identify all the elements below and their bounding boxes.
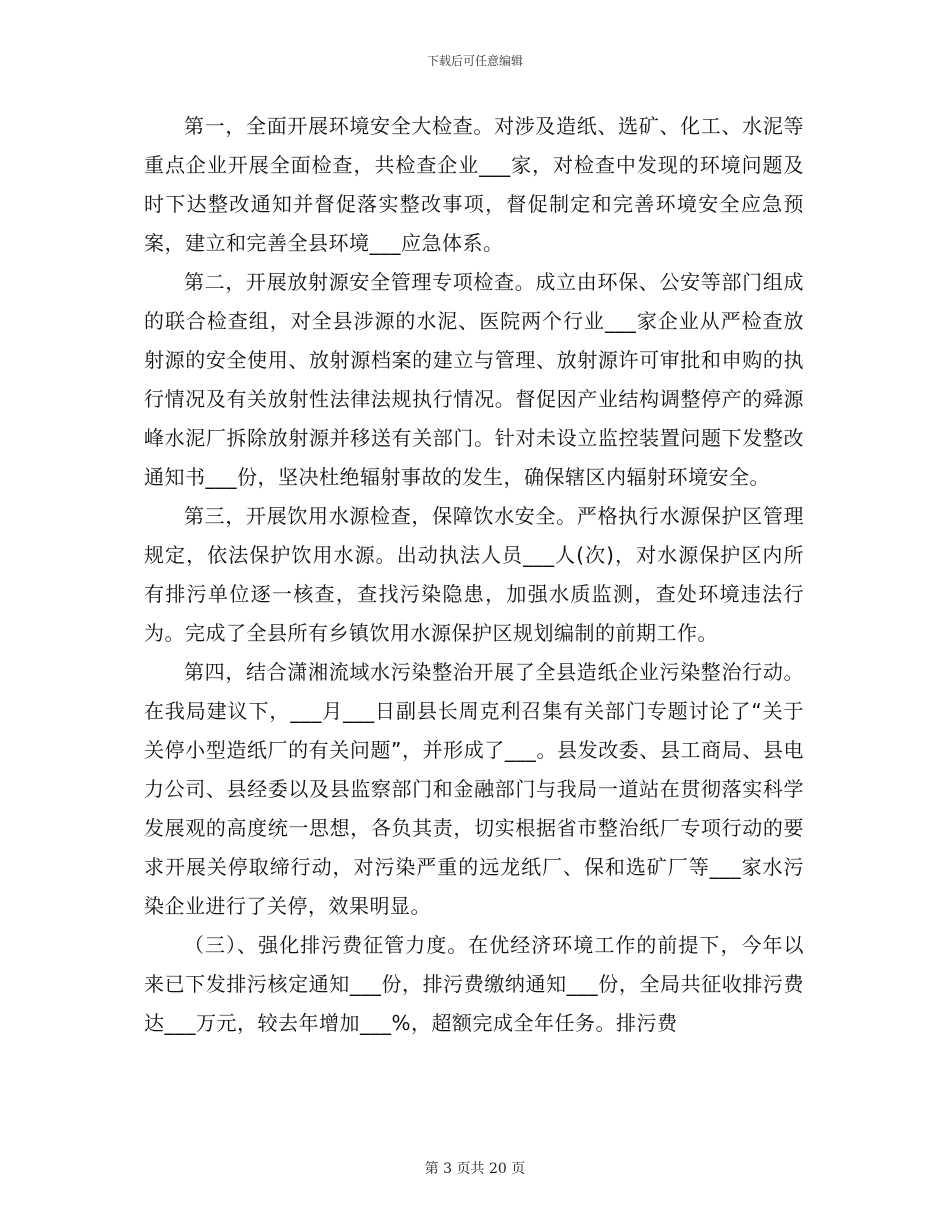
- paragraph-4: 第四，结合潇湘流域水污染整治开展了全县造纸企业污染整治行动。在我局建议下，___月___日副县长周克利召集有关部门专题讨论了“关于关停小型造纸厂的有关问题”，并形成了___。县发改委、县工商局、县电力公司、县经委以及县监察部门和金融部门与我局一道站在贯彻落实科学发展观的高度统一思想，各负其责，切实根据省市整治纸厂专项行动的要求开展关停取缔行动，对污染严重的远龙纸厂、保和选矿厂等___家水污染企业进行了关停，效果明显。: [144, 660, 804, 918]
- page-footer: 第 3 页共 20 页: [424, 1161, 526, 1177]
- paragraph-5: （三）、强化排污费征管力度。在优经济环境工作的前提下，今年以来已下发排污核定通知___份，排污费缴纳通知___份，全局共征收排污费达___万元，较去年增加___%，超额完成全年任务。排污费: [144, 933, 804, 1035]
- paragraph-1: 第一，全面开展环境安全大检查。对涉及造纸、选矿、化工、水泥等重点企业开展全面检查，共检查企业___家，对检查中发现的环境问题及时下达整改通知并督促落实整改事项，督促制定和完善环境安全应急预案，建立和完善全县环境___应急体系。: [144, 114, 804, 255]
- document-body: [144, 107, 804, 1043]
- paragraph-3: 第三，开展饮用水源检查，保障饮水安全。严格执行水源保护区管理规定，依法保护饮用水源。出动执法人员___人(次)，对水源保护区内所有排污单位逐一核查，查找污染隐患，加强水质监测，查处环境违法行为。完成了全县所有乡镇饮用水源保护区规划编制的前期工作。: [144, 504, 804, 645]
- paragraph-2: 第二，开展放射源安全管理专项检查。成立由环保、公安等部门组成的联合检查组，对全县涉源的水泥、医院两个行业___家企业从严检查放射源的安全使用、放射源档案的建立与管理、放射源许可审批和申购的执行情况及有关放射性法律法规执行情况。督促因产业结构调整停产的舜源峰水泥厂拆除放射源并移送有关部门。针对未设立监控装置问题下发整改通知书___份，坚决杜绝辐射事故的发生，确保辖区内辐射环境安全。: [144, 270, 804, 489]
- page-header: 下载后可任意编辑: [426, 54, 523, 68]
